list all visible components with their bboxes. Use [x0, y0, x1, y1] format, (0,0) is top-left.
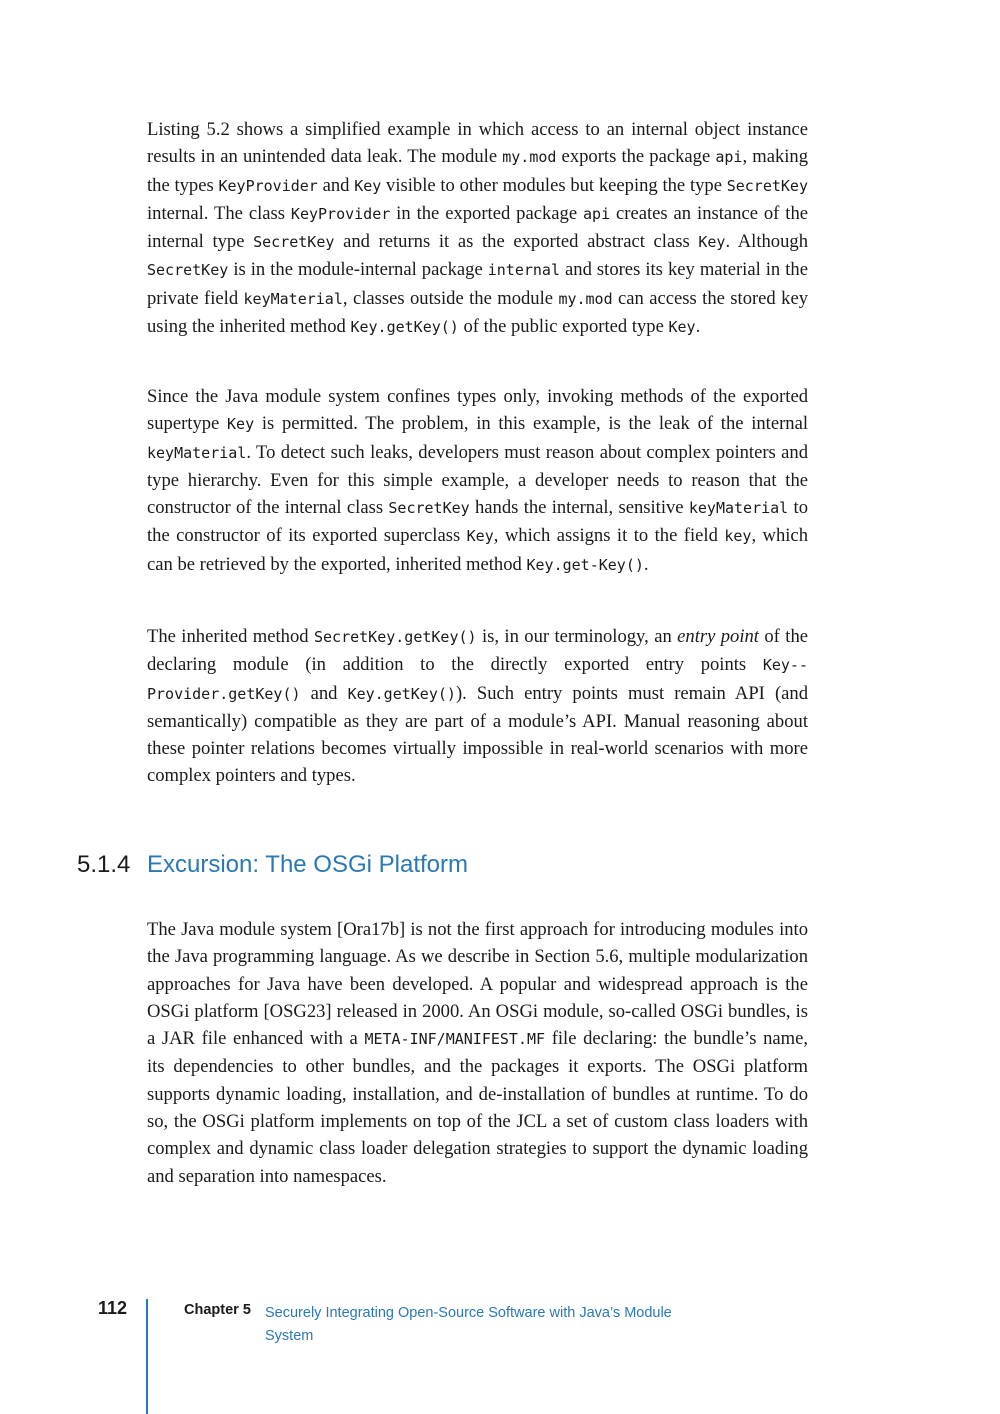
- text-run: hands the internal, sensitive: [469, 497, 689, 519]
- text-run: in the exported package: [390, 202, 584, 224]
- inline-code: Key: [668, 318, 696, 337]
- text-run: can access the stored key using the inherited method: [147, 287, 808, 338]
- inline-code: SecretKey: [253, 233, 335, 252]
- text-run: is permitted. The problem, in this example, is the leak of the internal: [254, 413, 809, 435]
- section-title: Excursion: The OSGi Platform: [147, 851, 468, 878]
- text-run: to the constructor of its exported superclass: [147, 497, 809, 547]
- inline-code: api: [583, 204, 611, 223]
- inline-code: SecretKey: [388, 499, 470, 518]
- inline-code: SecretKey.getKey(): [313, 628, 477, 646]
- text-run: exports the package: [556, 146, 716, 168]
- text-run: visible to other modules but keeping the type: [381, 174, 727, 196]
- inline-code: internal: [487, 261, 560, 280]
- body-paragraph-2: [147, 383, 808, 579]
- text-run: creates an instance of the internal type: [147, 202, 808, 253]
- inline-code: keyMaterial: [147, 443, 247, 462]
- emphasis-text: entry point: [677, 626, 759, 647]
- inline-code: my.mod: [558, 289, 613, 308]
- text-run: The Java module system [Ora17b] is not the first approach for introducing modules into the Java programming language. As we describe in Section 5.6, multiple modularization approaches for Java have been developed. A popular and widespread approach is the OSGi platform [OSG23] released in 2000. An OSGi module, so-called OSGi bundles, is a JAR file enhanced with a: [147, 919, 808, 1050]
- text-run: Listing 5.2 shows a simplified example in which access to an internal object instance results in an unintended data leak. The module: [147, 119, 808, 168]
- inline-code: Key: [227, 415, 255, 434]
- inline-code: META-INF/MANIFEST.MF: [364, 1030, 546, 1049]
- page-number: 112: [98, 1298, 128, 1318]
- body-paragraph-3: [147, 623, 808, 790]
- inline-code: Key: [698, 233, 726, 252]
- inline-code: Key.get-Key(): [526, 555, 644, 574]
- inline-code: key: [724, 527, 752, 546]
- text-run: is, in our terminology, an: [476, 626, 678, 647]
- body-paragraph-4: [147, 916, 808, 1190]
- text-run: and stores its key material in the private field: [147, 259, 808, 309]
- text-run: , which assigns it to the field: [493, 525, 725, 547]
- inline-code: KeyProvider: [290, 204, 391, 223]
- text-run: , making the types: [147, 146, 808, 196]
- text-run: and returns it as the exported abstract class: [334, 231, 699, 253]
- inline-code: api: [715, 148, 743, 167]
- text-run: is in the module-internal package: [228, 259, 488, 281]
- body-paragraph-1: [147, 116, 808, 341]
- inline-code: SecretKey: [147, 261, 229, 280]
- footer-chapter-label: Chapter 5: [184, 1302, 251, 1318]
- inline-code: keyMaterial: [688, 499, 789, 518]
- text-run: of the declaring module (in addition to the directly exported entry points: [147, 626, 808, 676]
- text-run: , which can be retrieved by the exported, inherited method: [147, 525, 808, 575]
- text-run: and: [300, 682, 348, 704]
- inline-code: my.mod: [502, 148, 557, 167]
- footer-divider: [146, 1299, 148, 1414]
- text-run: internal. The class: [147, 202, 291, 224]
- inline-code: KeyProvider: [218, 176, 318, 195]
- text-run: and: [317, 174, 355, 196]
- text-run: .: [695, 316, 701, 338]
- text-run: .: [643, 553, 649, 575]
- section-heading: [77, 848, 468, 882]
- text-run: . To detect such leaks, developers must reason about complex pointers and type hierarchy. Even for this simple example, a developer needs to reason that the constructor of the internal class: [147, 441, 808, 519]
- inline-code: SecretKey: [726, 176, 808, 195]
- inline-code: Key: [354, 176, 382, 195]
- text-run: of the public exported type: [458, 316, 669, 338]
- inline-code: keyMaterial: [243, 289, 343, 308]
- text-run: file declaring: the bundle’s name, its dependencies to other bundles, and the packages it exports. The OSGi platform supports dynamic loading, installation, and de-installation of bundles at runtime. To do so, the OSGi platform implements on top of the JCL a set of custom class loaders with complex and dynamic class loader delegation strategies to support the dynamic loading and separation into namespaces.: [147, 1028, 809, 1187]
- text-run: . Although: [725, 231, 808, 253]
- inline-code: Key-Provider.getKey(): [147, 656, 808, 703]
- text-run: Since the Java module system confines types only, invoking methods of the exported supertype: [147, 386, 808, 435]
- text-run: The inherited method: [147, 626, 314, 647]
- section-number: 5.1.4: [77, 851, 131, 878]
- footer-chapter-title: Securely Integrating Open-Source Software with Java’s Module System: [265, 1305, 672, 1344]
- inline-code: Key.getKey(): [350, 318, 459, 337]
- text-run: ). Such entry points must remain API (and semantically) compatible as they are part of a module’s API. Manual reasoning about these pointer relations becomes virtually impossible in real-world scenarios with more complex pointers and types.: [147, 682, 808, 787]
- inline-code: Key.getKey(): [347, 684, 456, 703]
- text-run: , classes outside the module: [342, 287, 559, 309]
- inline-code: Key: [466, 527, 494, 546]
